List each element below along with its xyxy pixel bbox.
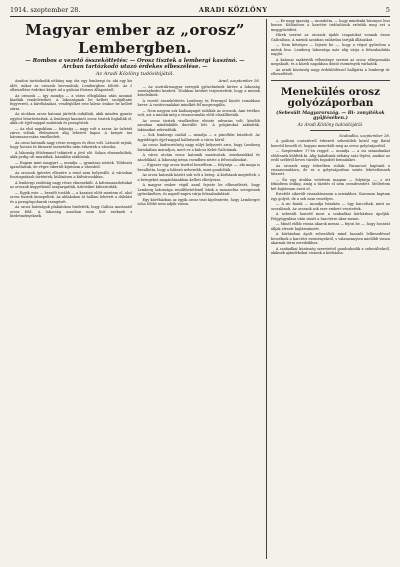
- right-column-top-paragraph: Hírek szerint az oroszok újabb csapatokat vonnak össze Galíciában. A mieink azonban szilárdan tartják állásaikat.: [270, 33, 390, 42]
- section-body-paragraph: A szabadkai közönség szeretettel gondoskodik a sebesültekről, akiknek ajándékokat visznek a kórházba.: [270, 246, 390, 255]
- section-body-paragraph: A kórházban ápolt sebesültek mind hasonló lelkesedéssel beszélnek a harctéri eseményekről, s valamennyien mielőbb vissza akarnak térni ezredeikhez.: [270, 232, 390, 246]
- section-title: Menekülés orosz golyózáporban: [280, 85, 381, 109]
- main-article-col2-paragraph: Egy kávéházban az egyik orosz tiszt kijelentette, hogy Lemberget soha többé nem adják vissza.: [137, 197, 260, 206]
- section-body-paragraph: — Én egy árokba vetettem magam — folytatja —, s ott feküdtem órákig, amíg a tüzelés el nem csendesedett. Mellettem két bajtársam esett el.: [270, 178, 390, 191]
- section-body-paragraph: Az oroszok nagy túlerőben voltak. Parancsot kaptunk a visszavonulásra, de ez a golyózáporban szinte lehetetlennek látszott.: [270, 163, 390, 177]
- section-body-paragraph: A sebesült honvéd most a szabadkai kórházban ápolják. Felgyógyulása után ismét a harctérre akar menni.: [270, 212, 390, 221]
- main-article-col2-paragraph: A város utcáin orosz katonák masíroztak, zenekarokkal és zászlókkal. A lakosság néma csendben nézte a felvonulásokat.: [137, 153, 260, 162]
- section-body-paragraph: — Minél előbb vissza akarok menni — fejezi be —, hogy bosszút álljak elesett bajtársaimért.: [270, 222, 390, 231]
- right-column-top-paragraph: — Ez nagy igazság — mondotta, — hogy mindenki bizonyos lesz benne. Különösen a harctéri tudósítások erősítik meg ezt a meggyőződést.: [270, 19, 390, 32]
- main-article-col2-paragraph: — Az osztrák-magyar seregek győzelmének hírére a lakosság reménykedni kezdett. Titokban híreket terjesztettek, hogy a mieink közelednek.: [137, 84, 260, 98]
- main-article-col2-paragraph: Az orosz katonák között sok volt a beteg. A kórházak megteltek, s a betegeket magánházakban kellett elhelyezni.: [137, 173, 260, 182]
- right-column-top-text: [271, 19, 390, 78]
- section-body-paragraph: Estefelé sikerült visszakúsznom a mieinkhez. Karomon kaptam egy golyót, de a seb nem veszélyes.: [270, 192, 390, 201]
- main-article-col2-paragraph: — Egyszer egy orosz tiszttel beszéltem — folytatja —, aki maga is bevallotta, hogy a háború nehezebb, mint gondolták.: [137, 163, 260, 172]
- right-column-top-paragraph: A katonai szakértők véleménye szerint az orosz előnyomulás megakadt, és a közeli napokban döntő események várhatók.: [270, 57, 390, 66]
- main-article-col1-paragraph: Az utcákon orosz katonai járőrök cirkáltak, akik minden gyanús egyént letartóztattak. A lembergi kaszinót orosz tisztek foglalták el, akik ott éjjel-nappal mulattak és pezsgőztek.: [10, 112, 133, 126]
- main-article-col2-paragraph: — Sok lembergi család — mondja — a pincékbe húzódott. Az ágyúdörgés éjjel-nappal hallatszott a város körül.: [137, 133, 260, 142]
- section-divider: [271, 80, 390, 81]
- main-article: [10, 19, 260, 559]
- right-column-top-paragraph: Az aradi közönség nagy érdeklődéssel hallgatta a lembergi úr elbeszélését.: [270, 67, 390, 76]
- right-column: [266, 19, 390, 559]
- main-article-col1-paragraph: Az orosz katonák nagy része rongyos és éhes volt. Látszott rajtuk, hogy hosszú és fárasztó menetelés után érkeztek a városba.: [10, 141, 133, 150]
- section-short-rule: [310, 130, 350, 131]
- main-article-col2-paragraph: Az orosz hadvezetőség nagy súlyt helyezett arra, hogy Lemberg birtokában maradjon, mert ez a kulcsa Kelet-Galíciának.: [137, 143, 260, 152]
- main-article-col1-paragraph: A lakosság félelemmel tekintett a jövő elé. Sokan elmenekültek, akik pedig ott maradtak, házaikba zárkóztak.: [10, 151, 133, 160]
- section-subtitle: (Sebesült Magyarország. — Bi- zonyítékok gyűjtésében.): [276, 110, 385, 122]
- page-number: 5: [385, 6, 390, 14]
- newspaper-name: ARADI KÖZLÖNY: [198, 6, 268, 14]
- section-body-paragraph: — Szeptember 17-én reggel — mondja — a mi századunkat előőrsnek küldték ki. Alig haladtunk néhány száz lépést, amikor az erdő széléről heves tüzelés fogadott bennünket.: [270, 149, 390, 163]
- section-dateline: Szabadka, szeptember 28.: [339, 133, 390, 139]
- main-article-col1-paragraph: — Engem mint magyart — mondja — gyanúsan néztek. Többször igazoltattak, de végre sikerült kijutnom a városból.: [10, 161, 133, 170]
- main-article-column-2: [137, 79, 259, 559]
- main-article-col2-paragraph: Az orosz tisztek viselkedése eleinte udvarias volt, később azonban mindinkább durvább lett. A polgárokat zaklatták, lakásaikat rekvirálták.: [137, 119, 260, 132]
- main-article-col2-paragraph: A magyar ember végül azzal fejezte be elbeszélését, hogy Lemberg lakossága rendíthetetlenül bízik a monarchia seregeinek győzelmében, és napról-napra várja felszabadulását.: [137, 183, 260, 196]
- main-article-col1-paragraph: Az orosz hatóságok plakátokon hirdették, hogy Galícia mostantól orosz föld. A lakosság azonban nem hitt ezeknek a hirdetményeknek.: [10, 205, 133, 218]
- main-article-col1-paragraph: — Egyik este — beszéli tovább — a kaszinó előtt mentem el, ahol orosz tisztek ünnepeltek. Az ablakokon át hallani lehetett a dalolást és a pezsgőspoharak csengését.: [10, 190, 133, 204]
- section-body-paragraph: — A mi fiaink — mondja büszkén — úgy harcoltak, mint az oroszlánok. Az oroszok sok ezer embert vesztettek.: [270, 202, 390, 211]
- right-column-top-paragraph: — Nem kétséges — fejezte be —, hogy a végső győzelem a miénk lesz. Lemberg lakossága már alig várja a felszabadulás napját.: [270, 43, 390, 56]
- main-article-col1-paragraph: A lembergi zsidóság nagy része elmenekült. A hátramaradottakat az oroszok kegyetlenül sanyargatták, üzleteiket kifosztották.: [10, 181, 133, 190]
- main-article-title: Magyar ember az „orosz” Lembergben.: [25, 21, 245, 57]
- main-article-col1-paragraph: Az oroszok ígéretei ellenére a rend nem helyreállt. A városban fosztogatások történtek, különösen a külvárosokban.: [10, 171, 133, 180]
- main-article-byline: Az Aradi Közlöny tudósítójától.: [95, 71, 174, 78]
- issue-date: 1914. szeptember 28.: [10, 6, 81, 14]
- section-body-paragraph: A galíciai csatatérről érkezett sebesültek közül egy fiatal honvéd beszéli el, hogyan menekült meg az orosz golyózáporból.: [270, 139, 390, 148]
- main-article-col2-paragraph: — Nem nagyon sok hadianyagot találtak az oroszok. Ami értékes volt, azt a mieink még a visszavonulás előtt elszállították.: [137, 109, 260, 118]
- main-article-col1-paragraph: — Az első napokban — folytatja — nagy volt a zavar. Az üzletek zárva voltak, élelmiszert alig lehetett kapni. A kenyér ára háromszorosára emelkedett.: [10, 126, 133, 140]
- main-article-subtitle: — Rombos a vezető összeköttetés: — Orosz tisztek a lembergi kaszinó. — Arcban tartózkodó utazó érdekes elbeszélése. —: [25, 58, 245, 71]
- main-article-col1-paragraph: Aradon tartózkodik néhány nap óta egy lembergi úr, aki egy kis időt, mikor az oroszok bevonultak, Lembergben töltött. Az ő elbeszélése érdekes képet ad a galíciai főváros állapotáról.: [10, 79, 133, 93]
- main-article-col1-paragraph: Az oroszok — így mondja — a város elfoglalása után azonnal kiadták rendeleteiket. A lakosságnak be kellett szolgáltatni fegyvereit, a kávéházakat, vendéglőket este kilenc órakor be kellett zárni.: [10, 93, 133, 111]
- main-article-col2-paragraph: A vezető összeköttetés Lemberg és Przemysl között romokban hever. A vasútvonalakat mindkét fél megrongálta.: [137, 99, 260, 108]
- section-byline: Az Aradi Közlöny tudósítójától.: [297, 122, 364, 128]
- main-article-dateline: Arad, szeptember 28.: [218, 79, 260, 84]
- page-header: [10, 6, 390, 17]
- main-article-column-1: [10, 79, 132, 559]
- section-body: [271, 139, 390, 559]
